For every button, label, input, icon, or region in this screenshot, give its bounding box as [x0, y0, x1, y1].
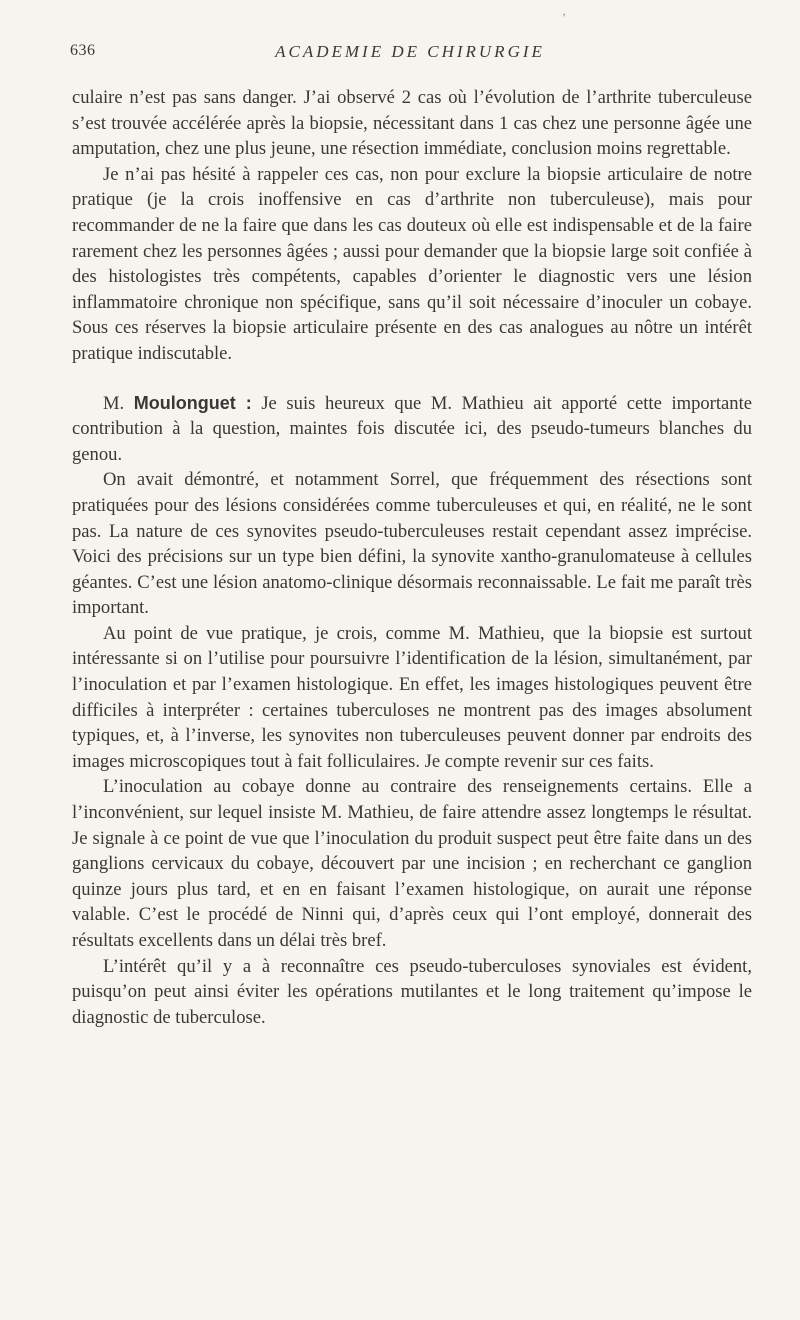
paragraph-pseudo-tuberculous-synovitis: On avait démontré, et notamment Sorrel, que fréquemment des résections sont pratiquées pour des lésions considérées comme tuberculeuses et qui, en réalité, ne le sont pas. La nature de ces synovites pseudo-tuberculeuses restait cependant assez imprécise. Voici des précisions sur un type bien défini, la synovite xantho-granulomateuse à cellules géantes. C’est une lésion anatomo-clinique désormais reconnaissable. Le fait me paraît très important.	[72, 469, 752, 619]
speaker-statement: Je suis heureux que M. Mathieu ait apporté cette importante contribution à la question, maintes fois discutée ici, des pseudo-tumeurs blanches du genou.	[72, 392, 752, 465]
paragraph-continuation: culaire n’est pas sans danger. J’ai observé 2 cas où l’évolution de l’arthrite tuberculeuse s’est trouvée accélérée après la biopsie, nécessitant dans 1 cas chez une personne âgée une amputation, chez une plus jeune, une résection immédiate, conclusion moins regrettable.	[72, 87, 752, 160]
journal-title: ACADEMIE DE CHIRURGIE	[275, 42, 545, 61]
speaker-name: Moulonguet :	[133, 392, 252, 413]
paragraph-guinea-pig-inoculation: L’inoculation au cobaye donne au contraire des renseignements certains. Elle a l’inconvénient, sur lequel insiste M. Mathieu, de faire attendre assez longtemps le résultat. Je signale à ce point de vue que l’inoculation du produit suspect peut être faite dans un des ganglions cervicaux du cobaye, découvert par une incision ; en recherchant ce ganglion quinze jours plus tard, et en en faisant l’examen histologique, on aurait une réponse valable. C’est le procédé de Ninni qui, d’après ceux qui l’ont employé, donnerait des résultats excellents dans un délai très bref.	[72, 776, 752, 951]
page-number: 636	[70, 42, 96, 59]
paragraph-biopsy-recommendation: Je n’ai pas hésité à rappeler ces cas, non pour exclure la biopsie articulaire de notre pratique (je la crois inoffensive en cas d’arthrite non tuberculeuse), mais pour recommander de ne la faire que dans les cas douteux où elle est indispensable et de la faire rarement chez les personnes âgées ; aussi pour demander que la biopsie large soit confiée à des histologistes très compétents, capables d’orienter le diagnostic vers une lésion inflammatoire chronique non spécifique, sans qu’il soit nécessaire d’inoculer un cobaye. Sous ces réserves la biopsie articulaire présente en des cas analogues au nôtre un intérêt pratique indiscutable.	[72, 163, 752, 364]
paragraph-practical-viewpoint: Au point de vue pratique, je crois, comme M. Mathieu, que la biopsie est surtout intéressante si on l’utilise pour poursuivre l’identification de la lésion, simultanément, par l’inoculation et par l’examen histologique. En effet, les images histologiques peuvent être difficiles à interpréter : certaines tuberculoses ne montrent pas des images absolument typiques, et, à l’inverse, les synovites non tuberculeuses peuvent donner par endroits des images microscopiques tout à fait folliculaires. Je compte revenir sur ces faits.	[72, 622, 752, 772]
running-header	[70, 42, 750, 66]
paragraph-conclusion: L’intérêt qu’il y a à reconnaître ces pseudo-tuberculoses synoviales est évident, puisqu’on peut ainsi éviter les opérations mutilantes et le long traitement qu’impose le diagnostic de tuberculose.	[72, 955, 752, 1028]
paragraph-speaker-intro	[72, 391, 752, 468]
body-text	[72, 85, 752, 1030]
stray-ink-mark: ’	[562, 10, 566, 24]
speaker-title: M.	[103, 392, 134, 414]
